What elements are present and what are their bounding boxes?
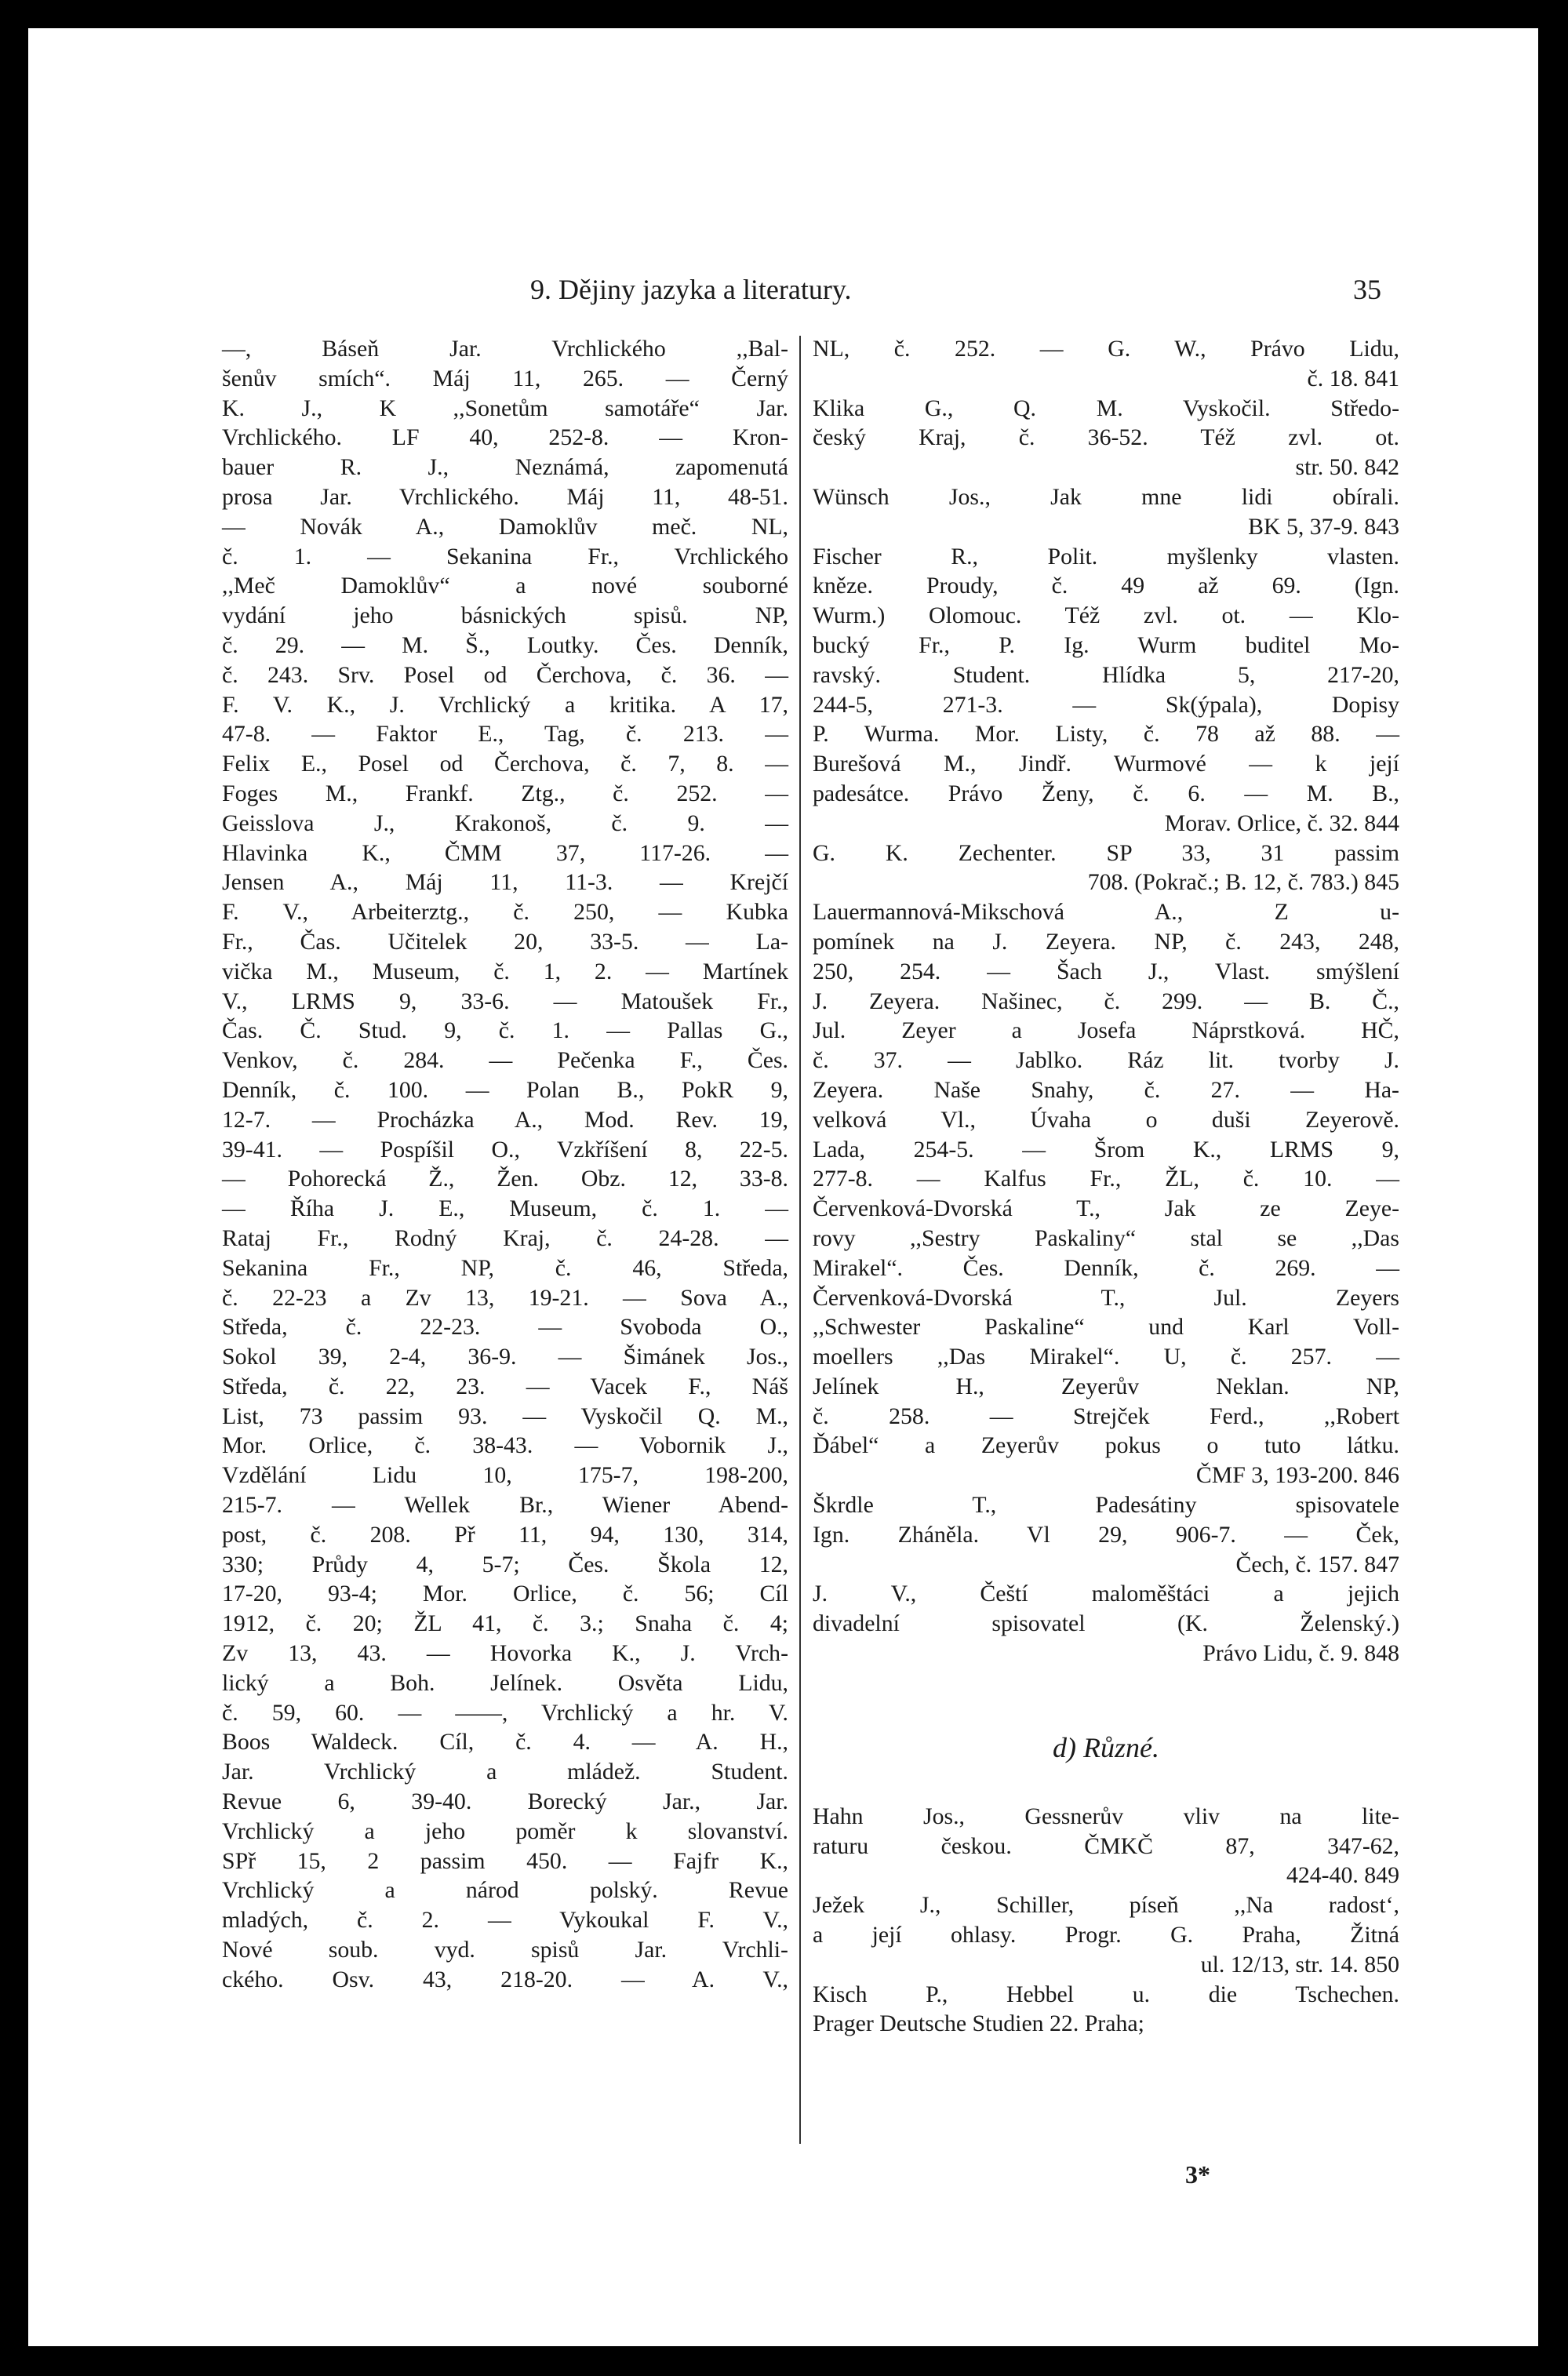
text-line: Ježek J., Schiller, píseň ,,Na radost‘, bbox=[813, 1892, 1399, 1919]
text-line: Zv 13, 43. — Hovorka K., J. Vrch- bbox=[222, 1640, 788, 1667]
text-line: Červenková-Dvorská T., Jak ze Zeye- bbox=[813, 1195, 1399, 1222]
text-line: vydání jeho básnických spisů. NP, bbox=[222, 602, 788, 629]
text-line: 39-41. — Pospíšil O., Vzkříšení 8, 22-5. bbox=[222, 1136, 788, 1163]
text-line: Felix E., Posel od Čerchova, č. 7, 8. — bbox=[222, 751, 788, 777]
text-line: vička M., Museum, č. 1, 2. — Martínek bbox=[222, 958, 788, 984]
text-line: List, 73 passim 93. — Vyskočil Q. M., bbox=[222, 1403, 788, 1429]
text-line: J. V., Čeští maloměštáci a jejich bbox=[813, 1581, 1399, 1607]
text-line: bucký Fr., P. Ig. Wurm buditel Mo- bbox=[813, 631, 1399, 658]
text-line: raturu českou. ČMKČ 87, 347-62, bbox=[813, 1832, 1399, 1859]
text-line: Vzdělání Lidu 10, 175-7, 198-200, bbox=[222, 1462, 788, 1489]
text-line: lický a Boh. Jelínek. Osvěta Lidu, bbox=[222, 1669, 788, 1696]
section-heading: d) Různé. bbox=[1053, 1731, 1159, 1763]
text-line: mladých, č. 2. — Vykoukal F. V., bbox=[222, 1907, 788, 1934]
text-line: 424-40. 849 bbox=[1286, 1862, 1399, 1889]
text-line: Vrchlický a jeho poměr k slovanství. bbox=[222, 1817, 788, 1844]
text-line: velková Vl., Úvaha o duši Zeyerově. bbox=[813, 1106, 1399, 1133]
page-title: 9. Dějiny jazyka a literatury. bbox=[530, 274, 852, 305]
text-line: pomínek na J. Zeyera. NP, č. 243, 248, bbox=[813, 928, 1399, 955]
text-line: ravský. Student. Hlídka 5, 217-20, bbox=[813, 661, 1399, 688]
text-line: č. 18. 841 bbox=[1307, 365, 1399, 391]
text-line: Sokol 39, 2-4, 36-9. — Šimánek Jos., bbox=[222, 1344, 788, 1370]
text-line: Červenková-Dvorská T., Jul. Zeyers bbox=[813, 1284, 1399, 1311]
text-line: —, Báseň Jar. Vrchlického ,,Bal- bbox=[222, 336, 788, 362]
text-line: NL, č. 252. — G. W., Právo Lidu, bbox=[813, 336, 1399, 362]
text-line: Nové soub. vyd. spisů Jar. Vrchli- bbox=[222, 1937, 788, 1963]
page-number: 35 bbox=[1353, 274, 1381, 305]
text-line: č. 258. — Strejček Ferd., ,,Robert bbox=[813, 1403, 1399, 1429]
text-line: Morav. Orlice, č. 32. 844 bbox=[1164, 810, 1399, 836]
section-gap bbox=[813, 1770, 1399, 1802]
text-line: Středa, č. 22-23. — Svoboda O., bbox=[222, 1314, 788, 1341]
text-line: str. 50. 842 bbox=[1295, 454, 1399, 481]
text-line: 330; Průdy 4, 5-7; Čes. Škola 12, bbox=[222, 1551, 788, 1577]
text-line: divadelní spisovatel (K. Želenský.) bbox=[813, 1610, 1399, 1637]
text-line: č. 22-23 a Zv 13, 19-21. — Sova A., bbox=[222, 1284, 788, 1311]
text-line: Středa, č. 22, 23. — Vacek F., Náš bbox=[222, 1373, 788, 1399]
text-line: Právo Lidu, č. 9. 848 bbox=[1202, 1640, 1399, 1667]
text-line: Boos Waldeck. Cíl, č. 4. — A. H., bbox=[222, 1729, 788, 1756]
text-line: post, č. 208. Př 11, 94, 130, 314, bbox=[222, 1521, 788, 1548]
document-page bbox=[28, 28, 1538, 2346]
text-line: č. 1. — Sekanina Fr., Vrchlického bbox=[222, 543, 788, 569]
text-line: ul. 12/13, str. 14. 850 bbox=[1200, 1951, 1399, 1978]
text-line: Ign. Zháněla. Vl 29, 906-7. — Ček, bbox=[813, 1521, 1399, 1548]
text-line: 1912, č. 20; ŽL 41, č. 3.; Snaha č. 4; bbox=[222, 1610, 788, 1637]
text-line: Denník, č. 100. — Polan B., PokR 9, bbox=[222, 1076, 788, 1103]
text-line: Jensen A., Máj 11, 11-3. — Krejčí bbox=[222, 869, 788, 896]
text-line: Fischer R., Polit. myšlenky vlasten. bbox=[813, 543, 1399, 569]
text-line: bauer R. J., Neznámá, zapomenutá bbox=[222, 454, 788, 481]
right-column-entries-different bbox=[813, 1802, 1399, 2039]
text-line: Mor. Orlice, č. 38-43. — Vobornik J., bbox=[222, 1432, 788, 1459]
text-line: Lada, 254-5. — Šrom K., LRMS 9, bbox=[813, 1136, 1399, 1163]
text-line: Venkov, č. 284. — Pečenka F., Čes. bbox=[222, 1047, 788, 1074]
text-line: BK 5, 37-9. 843 bbox=[1248, 513, 1399, 540]
right-column bbox=[813, 334, 1399, 2039]
text-line: Jul. Zeyer a Josefa Náprstková. HČ, bbox=[813, 1017, 1399, 1044]
text-line: ,,Schwester Paskaline“ und Karl Voll- bbox=[813, 1314, 1399, 1341]
text-line: F. V. K., J. Vrchlický a kritika. A 17, bbox=[222, 691, 788, 718]
text-line: Hlavinka K., ČMM 37, 117-26. — bbox=[222, 839, 788, 866]
text-line: Vrchlického. LF 40, 252-8. — Kron- bbox=[222, 424, 788, 451]
section-gap bbox=[813, 1668, 1399, 1722]
text-line: Wünsch Jos., Jak mne lidi obírali. bbox=[813, 483, 1399, 510]
text-line: č. 59, 60. — ——, Vrchlický a hr. V. bbox=[222, 1699, 788, 1726]
text-line: Škrdle T., Padesátiny spisovatele bbox=[813, 1492, 1399, 1519]
running-head bbox=[420, 273, 1381, 320]
text-line: moellers ,,Das Mirakel“. U, č. 257. — bbox=[813, 1344, 1399, 1370]
text-line: Hahn Jos., Gessnerův vliv na lite- bbox=[813, 1803, 1399, 1829]
text-line: Sekanina Fr., NP, č. 46, Středa, bbox=[222, 1254, 788, 1281]
text-line: ckého. Osv. 43, 218-20. — A. V., bbox=[222, 1966, 788, 1992]
signature-mark: 3* bbox=[1185, 2160, 1210, 2189]
text-line: V., LRMS 9, 33-6. — Matoušek Fr., bbox=[222, 988, 788, 1014]
text-line: — Pohorecká Ž., Žen. Obz. 12, 33-8. bbox=[222, 1166, 788, 1192]
text-line: a její ohlasy. Progr. G. Praha, Žitná bbox=[813, 1922, 1399, 1948]
text-line: F. V., Arbeiterztg., č. 250, — Kubka bbox=[222, 899, 788, 926]
text-line: 277-8. — Kalfus Fr., ŽL, č. 10. — bbox=[813, 1166, 1399, 1192]
text-line: 17-20, 93-4; Mor. Orlice, č. 56; Cíl bbox=[222, 1581, 788, 1607]
text-line: Geisslova J., Krakonoš, č. 9. — bbox=[222, 810, 788, 836]
text-line: Čas. Č. Stud. 9, č. 1. — Pallas G., bbox=[222, 1017, 788, 1044]
text-line: Wurm.) Olomouc. Též zvl. ot. — Klo- bbox=[813, 602, 1399, 629]
text-line: G. K. Zechenter. SP 33, 31 passim bbox=[813, 839, 1399, 866]
text-line: Prager Deutsche Studien 22. Praha; bbox=[813, 2010, 1144, 2037]
text-line: P. Wurma. Mor. Listy, č. 78 až 88. — bbox=[813, 721, 1399, 748]
text-line: Ďábel“ a Zeyerův pokus o tuto látku. bbox=[813, 1432, 1399, 1459]
text-line: rovy ,,Sestry Paskaliny“ stal se ,,Das bbox=[813, 1224, 1399, 1251]
text-line: J. Zeyera. Našinec, č. 299. — B. Č., bbox=[813, 988, 1399, 1014]
right-column-entries bbox=[813, 334, 1399, 1668]
text-line: Jelínek H., Zeyerův Neklan. NP, bbox=[813, 1373, 1399, 1399]
left-column bbox=[222, 334, 788, 1995]
text-line: Burešová M., Jindř. Wurmové — k její bbox=[813, 751, 1399, 777]
text-line: SPř 15, 2 passim 450. — Fajfr K., bbox=[222, 1847, 788, 1874]
text-line: Mirakel“. Čes. Denník, č. 269. — bbox=[813, 1254, 1399, 1281]
text-line: č. 29. — M. Š., Loutky. Čes. Denník, bbox=[222, 631, 788, 658]
text-line: český Kraj, č. 36-52. Též zvl. ot. bbox=[813, 424, 1399, 451]
text-line: Rataj Fr., Rodný Kraj, č. 24-28. — bbox=[222, 1224, 788, 1251]
text-line: kněze. Proudy, č. 49 až 69. (Ign. bbox=[813, 573, 1399, 599]
text-line: č. 243. Srv. Posel od Čerchova, č. 36. — bbox=[222, 661, 788, 688]
text-line: Klika G., Q. M. Vyskočil. Středo- bbox=[813, 395, 1399, 421]
text-line: 250, 254. — Šach J., Vlast. smýšlení bbox=[813, 958, 1399, 984]
text-line: Revue 6, 39-40. Borecký Jar., Jar. bbox=[222, 1788, 788, 1815]
text-line: 12-7. — Procházka A., Mod. Rev. 19, bbox=[222, 1106, 788, 1133]
text-line: 47-8. — Faktor E., Tag, č. 213. — bbox=[222, 721, 788, 748]
text-line: 215-7. — Wellek Br., Wiener Abend- bbox=[222, 1492, 788, 1519]
text-line: Foges M., Frankf. Ztg., č. 252. — bbox=[222, 780, 788, 806]
text-line: šenův smích“. Máj 11, 265. — Černý bbox=[222, 365, 788, 391]
text-line: — Novák A., Damoklův meč. NL, bbox=[222, 513, 788, 540]
text-line: — Říha J. E., Museum, č. 1. — bbox=[222, 1195, 788, 1222]
text-line: Fr., Čas. Učitelek 20, 33-5. — La- bbox=[222, 928, 788, 955]
text-line: ČMF 3, 193-200. 846 bbox=[1195, 1462, 1399, 1489]
text-line: Zeyera. Naše Snahy, č. 27. — Ha- bbox=[813, 1076, 1399, 1103]
text-line: prosa Jar. Vrchlického. Máj 11, 48-51. bbox=[222, 483, 788, 510]
column-divider bbox=[799, 336, 801, 2144]
text-line: padesátce. Právo Ženy, č. 6. — M. B., bbox=[813, 780, 1399, 806]
text-line: 244-5, 271-3. — Sk(ýpala), Dopisy bbox=[813, 691, 1399, 718]
text-line: 708. (Pokrač.; B. 12, č. 783.) 845 bbox=[1087, 869, 1399, 896]
text-line: Kisch P., Hebbel u. die Tschechen. bbox=[813, 1981, 1399, 2007]
text-line: ,,Meč Damoklův“ a nové souborné bbox=[222, 573, 788, 599]
text-line: Vrchlický a národ polský. Revue bbox=[222, 1877, 788, 1904]
text-line: Jar. Vrchlický a mládež. Student. bbox=[222, 1759, 788, 1785]
text-line: Čech, č. 157. 847 bbox=[1235, 1551, 1399, 1577]
text-line: č. 37. — Jablko. Ráz lit. tvorby J. bbox=[813, 1047, 1399, 1074]
text-line: Lauermannová-Mikschová A., Z u- bbox=[813, 899, 1399, 926]
text-line: K. J., K ,,Sonetům samotáře“ Jar. bbox=[222, 395, 788, 421]
